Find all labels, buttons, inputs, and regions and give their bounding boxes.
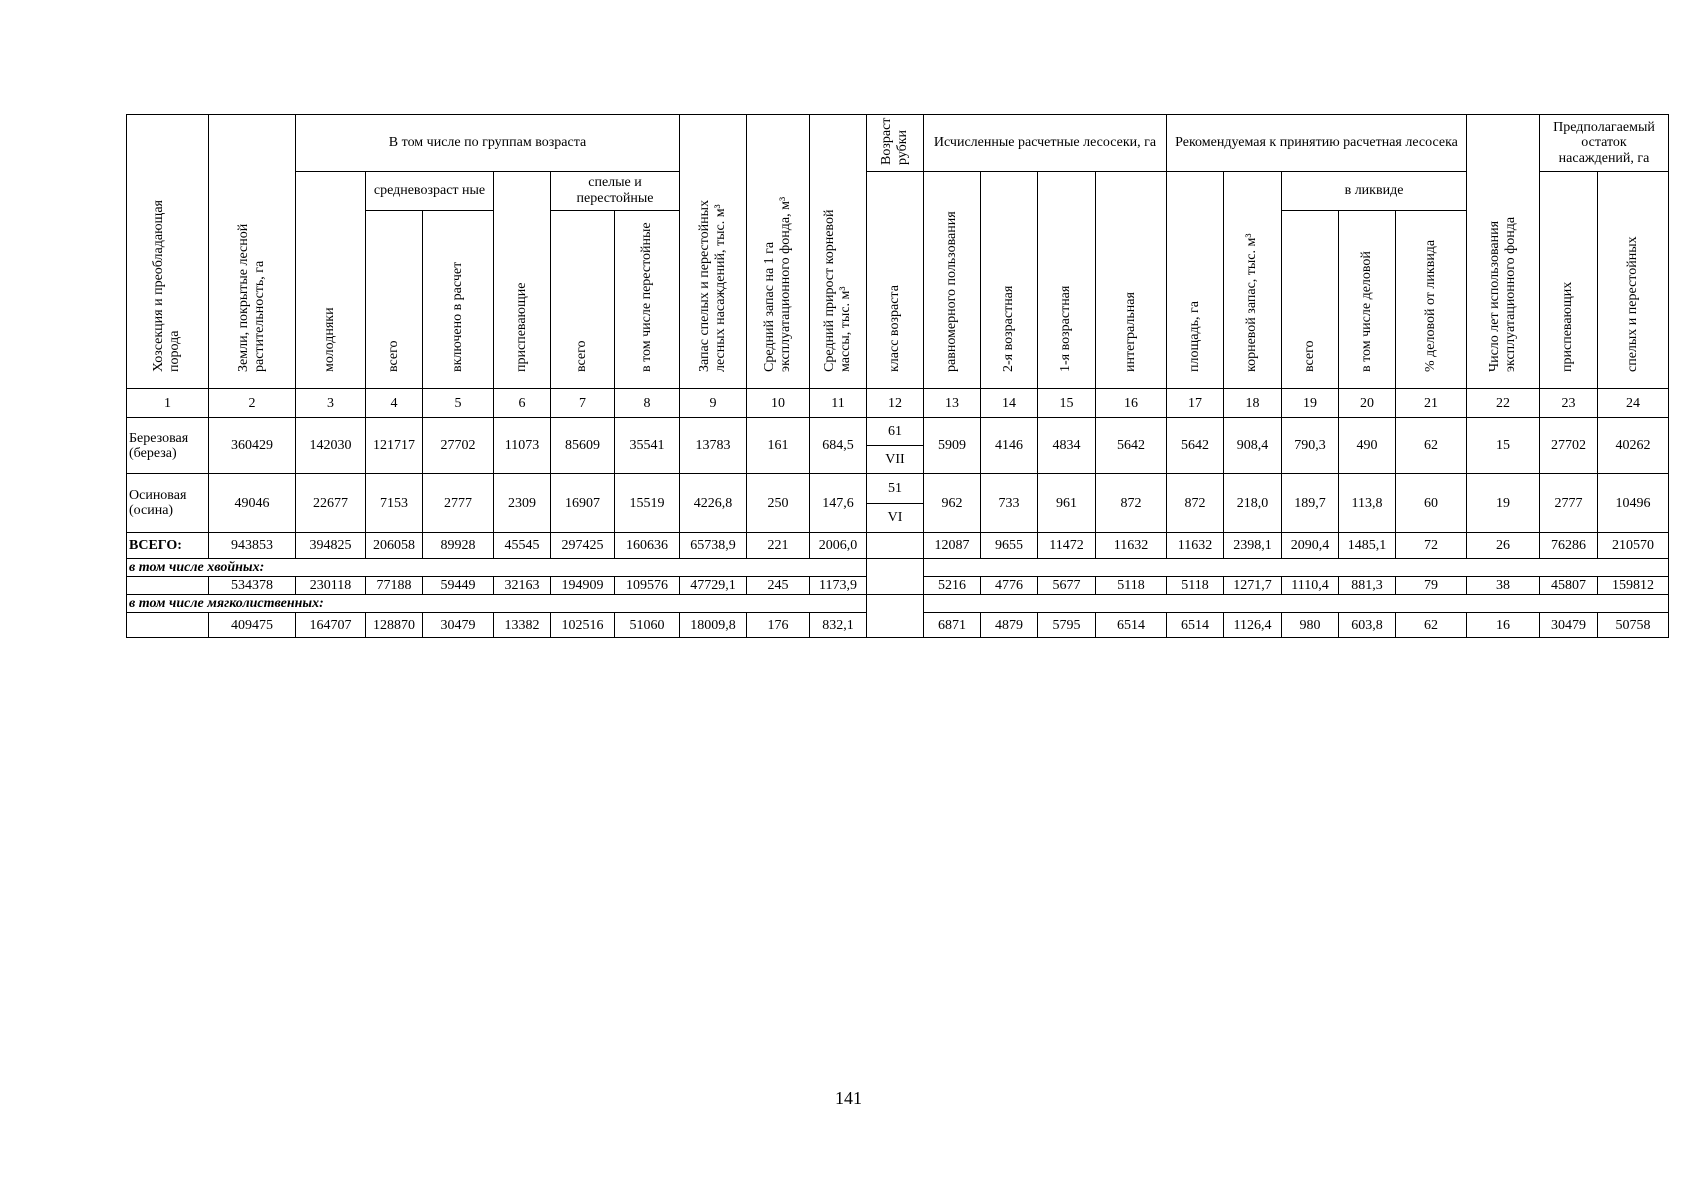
table-cell: 12087 [924,533,981,559]
header-c8: в том числе перестойные [615,210,680,389]
table-cell: 872 [1096,474,1167,533]
column-number: 8 [615,389,680,418]
table-cell: 221 [747,533,810,559]
table-cell: 218,0 [1224,474,1282,533]
header-c18: корневой запас, тыс. м³ [1224,172,1282,389]
table-cell: 51060 [615,613,680,638]
table-cell: 45807 [1540,577,1598,595]
table-cell: 5118 [1096,577,1167,595]
cut-age-value: 51 [867,474,923,504]
table-cell: 50758 [1598,613,1669,638]
table-cell: 394825 [296,533,366,559]
column-number: 3 [296,389,366,418]
table-cell: 4776 [981,577,1038,595]
empty-cell [867,559,924,577]
cut-age-value: 61 [867,418,923,446]
table-cell: 45545 [494,533,551,559]
table-cell: 59449 [423,577,494,595]
section-label: в том числе хвойных: [127,559,867,577]
column-number: 12 [867,389,924,418]
header-c17: площадь, га [1167,172,1224,389]
table-cell: 147,6 [810,474,867,533]
table-cell: 22677 [296,474,366,533]
table-cell: 47729,1 [680,577,747,595]
header-c19: всего [1282,210,1339,389]
table-cell: 297425 [551,533,615,559]
header-c3: молодняки [296,172,366,389]
table-cell: 89928 [423,533,494,559]
empty-cell [924,559,1669,577]
header-c16: интегральная [1096,172,1167,389]
table-cell: 30479 [423,613,494,638]
table-row-soft [127,613,1669,638]
table-cell: 159812 [1598,577,1669,595]
column-number: 22 [1467,389,1540,418]
column-number: 4 [366,389,423,418]
column-number: 18 [1224,389,1282,418]
table-cell: 65738,9 [680,533,747,559]
table-cell: 85609 [551,418,615,474]
table-cell: 943853 [209,533,296,559]
table-cell: 684,5 [810,418,867,474]
table-cell: 128870 [366,613,423,638]
table-cell: 1126,4 [1224,613,1282,638]
table-cell: 5642 [1096,418,1167,474]
table-cell: 164707 [296,613,366,638]
table-cell: 49046 [209,474,296,533]
table-cell: 2398,1 [1224,533,1282,559]
row-label: Березовая (береза) [127,418,209,474]
header-c23: приспевающих [1540,172,1598,389]
section-row-soft [127,595,1669,613]
table-cell: 733 [981,474,1038,533]
table-cell: 5118 [1167,577,1224,595]
header-c10: Средний запас на 1 га эксплуатационного фонда, м³ [747,115,810,389]
header-c9: Запас спелых и перестойных лесных насаждений, тыс. м³ [680,115,747,389]
table-cell: 790,3 [1282,418,1339,474]
header-liquid: в ликвиде [1282,172,1467,211]
table-cell: 26 [1467,533,1540,559]
table-cell: 4834 [1038,418,1096,474]
table-cell: 176 [747,613,810,638]
header-mid-age: средневозраст ные [366,172,494,211]
table-cell: 4879 [981,613,1038,638]
table-cell: 881,3 [1339,577,1396,595]
table-cell: 210570 [1598,533,1669,559]
empty-cell [867,577,924,595]
column-number: 14 [981,389,1038,418]
column-number: 21 [1396,389,1467,418]
header-c7: всего [551,210,615,389]
table-cell: 908,4 [1224,418,1282,474]
table-cell: 5795 [1038,613,1096,638]
empty-cell [127,613,209,638]
table-cell: 5909 [924,418,981,474]
table-cell: 1173,9 [810,577,867,595]
table-cell: 11073 [494,418,551,474]
age-class-value: VI [887,510,903,526]
table-cell: 1110,4 [1282,577,1339,595]
column-number: 1 [127,389,209,418]
table-cell: 2090,4 [1282,533,1339,559]
table-cell: 11472 [1038,533,1096,559]
table-cell: 9655 [981,533,1038,559]
table-cell: 189,7 [1282,474,1339,533]
column-number: 17 [1167,389,1224,418]
column-number: 19 [1282,389,1339,418]
table-cell: 113,8 [1339,474,1396,533]
table-cell: 18009,8 [680,613,747,638]
column-number: 11 [810,389,867,418]
row-label: ВСЕГО: [127,533,209,559]
column-number: 2 [209,389,296,418]
table-cell: 11632 [1167,533,1224,559]
table-cell: 13382 [494,613,551,638]
table-cell: 194909 [551,577,615,595]
table-cell: 7153 [366,474,423,533]
table-cell: 38 [1467,577,1540,595]
header-group-age: В том числе по группам возраста [296,115,680,172]
header-c22: Число лет использования эксплуатационного фонда [1467,115,1540,389]
table-cell: 11632 [1096,533,1167,559]
header-c20: в том числе деловой [1339,210,1396,389]
table-cell: 160636 [615,533,680,559]
section-row-conifer [127,559,1669,577]
table-row-aspen [127,474,1669,533]
table-cell: 16 [1467,613,1540,638]
header-c13: равномерного пользования [924,172,981,389]
table-cell: 16907 [551,474,615,533]
table-cell: 1271,7 [1224,577,1282,595]
header-c5: включено в расчет [423,210,494,389]
table-cell: 6514 [1167,613,1224,638]
column-number: 5 [423,389,494,418]
table-cell: 161 [747,418,810,474]
table-cell: 32163 [494,577,551,595]
column-number: 20 [1339,389,1396,418]
table-cell: 27702 [1540,418,1598,474]
table-cell: 30479 [1540,613,1598,638]
header-c4: всего [366,210,423,389]
column-number-row [127,389,1669,418]
column-number: 9 [680,389,747,418]
page-number: 141 [835,1088,862,1108]
table-cell: 2309 [494,474,551,533]
table-cell: 2777 [423,474,494,533]
header-calc: Исчисленные расчетные лесосеки, га [924,115,1167,172]
table-cell: 6871 [924,613,981,638]
forest-calculation-table [126,114,1669,638]
header-c24: спелых и перестойных [1598,172,1669,389]
empty-cell [867,533,924,559]
table-cell: 77188 [366,577,423,595]
table-cell: 534378 [209,577,296,595]
header-cut-age: Возраст рубки [867,115,924,172]
age-class-value: VII [885,452,905,468]
table-cell: 60 [1396,474,1467,533]
empty-cell [867,613,924,638]
table-cell: 102516 [551,613,615,638]
table-cell: 6514 [1096,613,1167,638]
table-cell: 13783 [680,418,747,474]
age-class-cell [867,418,924,474]
table-cell: 206058 [366,533,423,559]
table-cell: 62 [1396,418,1467,474]
header-c14: 2-я возрастная [981,172,1038,389]
table-row-conifer [127,577,1669,595]
empty-cell [127,577,209,595]
column-number: 6 [494,389,551,418]
table-cell: 40262 [1598,418,1669,474]
table-cell: 832,1 [810,613,867,638]
empty-cell [867,595,924,613]
header-c2: Земли, покрытые лесной растительность, га [209,115,296,389]
header-c15: 1-я возрастная [1038,172,1096,389]
table-cell: 4226,8 [680,474,747,533]
table-cell: 4146 [981,418,1038,474]
column-number: 15 [1038,389,1096,418]
table-cell: 62 [1396,613,1467,638]
table-cell: 980 [1282,613,1339,638]
header-c12: класс возраста [867,172,924,389]
table-cell: 15519 [615,474,680,533]
table-cell: 1485,1 [1339,533,1396,559]
table-cell: 5677 [1038,577,1096,595]
section-label: в том числе мягколиственных: [127,595,867,613]
age-class-cell [867,474,924,533]
header-remain: Предполагаемый остаток насаждений, га [1540,115,1669,172]
column-number: 7 [551,389,615,418]
table-cell: 109576 [615,577,680,595]
table-cell: 79 [1396,577,1467,595]
row-label: Осиновая (осина) [127,474,209,533]
table-cell: 35541 [615,418,680,474]
header-c6: приспевающие [494,172,551,389]
header-recommended: Рекомендуемая к принятию расчетная лесосека [1167,115,1467,172]
table-cell: 72 [1396,533,1467,559]
table-cell: 142030 [296,418,366,474]
header-ripe: спелые и перестойные [551,172,680,211]
table-cell: 245 [747,577,810,595]
column-number: 16 [1096,389,1167,418]
table-cell: 5216 [924,577,981,595]
table-cell: 360429 [209,418,296,474]
column-number: 13 [924,389,981,418]
table-cell: 961 [1038,474,1096,533]
table-cell: 409475 [209,613,296,638]
table-cell: 230118 [296,577,366,595]
table-cell: 76286 [1540,533,1598,559]
column-number: 10 [747,389,810,418]
table-cell: 121717 [366,418,423,474]
table-cell: 2777 [1540,474,1598,533]
table-row-birch [127,418,1669,474]
column-number: 23 [1540,389,1598,418]
table-cell: 27702 [423,418,494,474]
table-cell: 962 [924,474,981,533]
table-cell: 5642 [1167,418,1224,474]
table-cell: 603,8 [1339,613,1396,638]
table-cell: 10496 [1598,474,1669,533]
table-cell: 15 [1467,418,1540,474]
header-c11: Средний прирост корневой массы, тыс. м³ [810,115,867,389]
column-number: 24 [1598,389,1669,418]
table-cell: 872 [1167,474,1224,533]
header-c21: % деловой от ликвида [1396,210,1467,389]
table-cell: 490 [1339,418,1396,474]
empty-cell [924,595,1669,613]
table-cell: 19 [1467,474,1540,533]
table-cell: 250 [747,474,810,533]
table-row-total [127,533,1669,559]
header-c1: Хозсекция и преобладающая порода [127,115,209,389]
table-cell: 2006,0 [810,533,867,559]
